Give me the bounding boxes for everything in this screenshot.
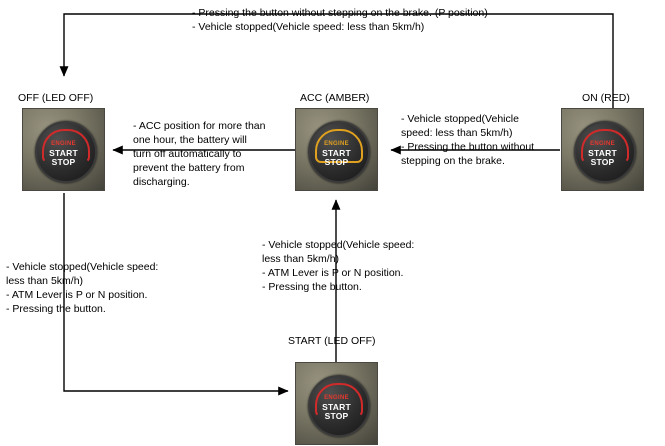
note-line: stepping on the brake. [401, 155, 505, 167]
note-line: - Vehicle stopped(Vehicle speed: [6, 261, 159, 273]
button-start-stop-label [315, 403, 359, 422]
button-engine-label: ENGINE [590, 140, 615, 147]
node-label-off: OFF (LED OFF) [18, 92, 94, 104]
button-stop-label: STOP [51, 157, 76, 167]
button-engine-label: ENGINE [324, 140, 349, 147]
button-start-label: START [322, 401, 351, 412]
note-line: - Vehicle stopped(Vehicle [401, 113, 519, 125]
button-engine-label: ENGINE [324, 394, 349, 401]
note-line: - Pressing the button without [401, 141, 535, 153]
note-line: - Pressing the button. [262, 281, 362, 293]
button-stop-label: STOP [324, 157, 349, 167]
node-acc[interactable] [295, 108, 378, 191]
note-top [192, 6, 488, 34]
node-label-on: ON (RED) [582, 92, 630, 104]
button-start-label: START [588, 147, 617, 158]
note-line: - ATM Lever is P or N position. [6, 289, 148, 301]
node-on[interactable] [561, 108, 644, 191]
note-acc-timeout [133, 119, 265, 189]
note-line: less than 5km/h) [6, 275, 84, 287]
node-off[interactable] [22, 108, 105, 191]
button-engine-label: ENGINE [51, 140, 76, 147]
note-line: one hour, the battery will [133, 134, 247, 146]
button-start-label: START [49, 147, 78, 158]
node-start[interactable] [295, 362, 378, 445]
note-line: - Vehicle stopped(Vehicle speed: less than 5km/h) [192, 21, 425, 33]
note-line: turn off automatically to [133, 148, 242, 160]
note-on-to-acc [401, 112, 534, 168]
note-line: - Pressing the button without stepping on the brake. (P position) [192, 7, 488, 19]
note-line: prevent the battery from [133, 162, 245, 174]
button-start-label: START [322, 147, 351, 158]
button-start-stop-label [581, 149, 625, 168]
button-start-stop-label [315, 149, 359, 168]
button-start-stop-label [42, 149, 86, 168]
note-line: speed: less than 5km/h) [401, 127, 513, 139]
note-line: - Vehicle stopped(Vehicle speed: [262, 239, 415, 251]
note-line: less than 5km/h) [262, 253, 340, 265]
note-line: - ACC position for more than [133, 120, 266, 132]
note-line: discharging. [133, 176, 190, 188]
note-start-to-acc [262, 238, 414, 294]
node-label-start: START (LED OFF) [288, 335, 376, 347]
button-stop-label: STOP [324, 411, 349, 421]
note-off-to-start [6, 260, 158, 316]
note-line: - Pressing the button. [6, 303, 106, 315]
node-label-acc: ACC (AMBER) [300, 92, 370, 104]
note-line: - ATM Lever is P or N position. [262, 267, 404, 279]
button-stop-label: STOP [590, 157, 615, 167]
